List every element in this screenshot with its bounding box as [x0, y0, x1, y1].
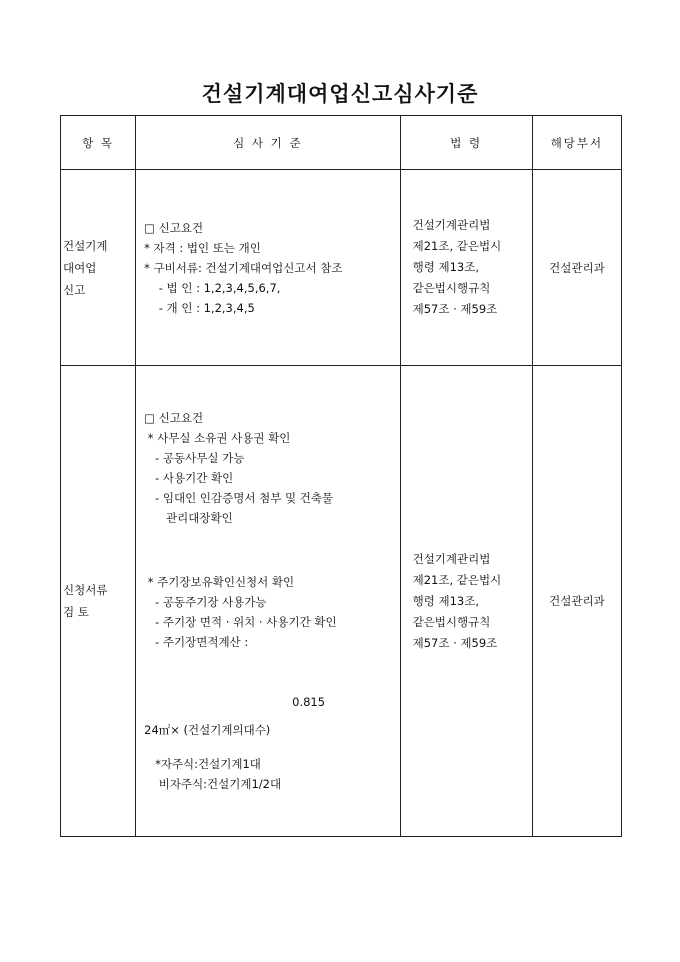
criteria-line: - 공동사무실 가능 [144, 451, 245, 465]
header-dept: 해당부서 [532, 116, 621, 170]
law-line: 제21조, 같은법시 [412, 572, 502, 587]
table-row [61, 366, 622, 837]
criteria-line: * 주기장보유확인신청서 확인 [144, 575, 295, 589]
criteria-line: - 주기장면적계산 : [144, 635, 249, 649]
criteria-table [60, 115, 622, 837]
item-line: 검 토 [63, 605, 89, 619]
criteria-line: - 주기장 면적 · 위치 · 사용기간 확인 [144, 615, 337, 629]
criteria-cell [136, 366, 400, 837]
criteria-cell [136, 170, 400, 366]
item-cell [61, 366, 136, 837]
criteria-line: - 임대인 인감증명서 첨부 및 건축물 [144, 491, 334, 505]
item-line: 신청서류 [63, 583, 108, 597]
header-row [61, 116, 622, 170]
formula: 24㎡× (건설기계의대수) [144, 723, 271, 737]
law-cell [400, 366, 532, 837]
law-line: 건설기계관리법 [412, 218, 491, 232]
criteria-line: - 사용기간 확인 [144, 471, 234, 485]
criteria-line: - 공동주기장 사용가능 [144, 595, 267, 609]
criteria-line: * 사무실 소유권 사용권 확인 [144, 431, 291, 445]
law-line: 행령 제13조, [412, 593, 479, 608]
dept-cell: 건설관리과 [532, 366, 621, 837]
criteria-line: * 구비서류: 건설기계대여업신고서 참조 [144, 260, 343, 275]
criteria-line: * 자격 : 법인 또는 개인 [144, 240, 261, 255]
table-row [61, 170, 622, 366]
law-line: 건설기계관리법 [412, 551, 491, 566]
criteria-line: 비자주식:건설기계1/2대 [144, 777, 282, 791]
law-line: 같은법시행규칙 [412, 614, 491, 629]
header-item: 항 목 [61, 116, 136, 170]
formula-exponent: 0.815 [292, 695, 326, 709]
header-criteria: 심 사 기 준 [136, 116, 400, 170]
header-law: 법 령 [400, 116, 532, 170]
criteria-line: □ 신고요건 [144, 411, 204, 425]
law-line: 제57조 · 제59조 [412, 302, 498, 316]
item-line: 건설기계 [63, 238, 108, 253]
law-line: 같은법시행규칙 [412, 281, 491, 295]
dept-cell: 건설관리과 [532, 170, 621, 366]
criteria-line: *자주식:건설기계1대 [144, 757, 261, 771]
item-cell [61, 170, 136, 366]
item-line: 대여업 [63, 260, 97, 275]
law-line: 행령 제13조, [412, 260, 479, 274]
law-cell [400, 170, 532, 366]
criteria-line: - 법 인 : 1,2,3,4,5,6,7, [144, 280, 281, 295]
law-line: 제21조, 같은법시 [412, 239, 502, 253]
law-line: 제57조 · 제59조 [412, 635, 498, 650]
item-line: 신고 [63, 282, 86, 297]
criteria-line: - 개 인 : 1,2,3,4,5 [144, 300, 255, 315]
page-title: 건설기계대여업신고심사기준 [201, 81, 479, 106]
criteria-line: □ 신고요건 [144, 220, 204, 235]
criteria-line: 관리대장확인 [144, 511, 233, 525]
